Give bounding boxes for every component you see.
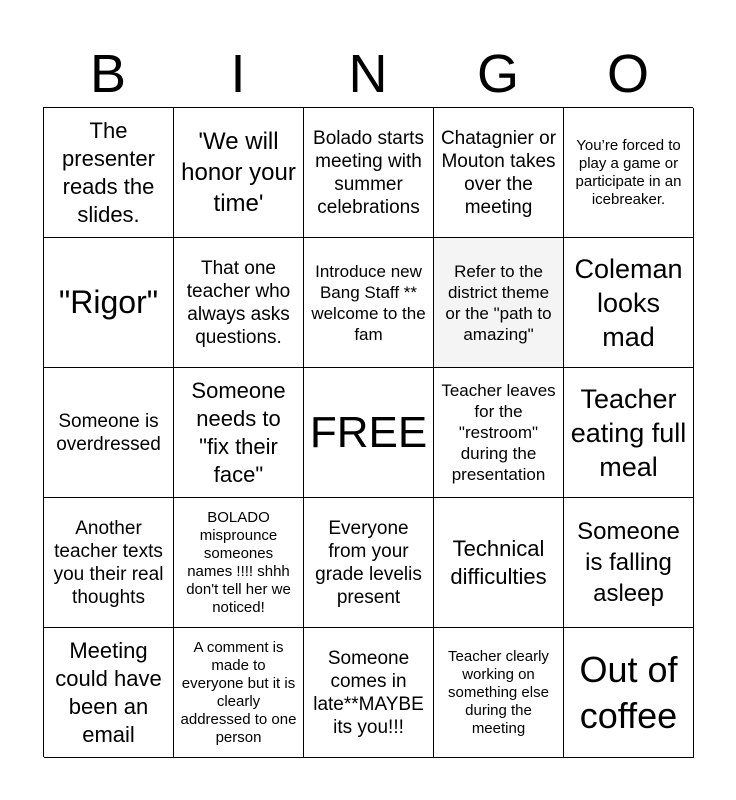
cell-text: Someone comes in late**MAYBE its you!!! [313, 647, 424, 738]
cell-text: "Rigor" [58, 284, 159, 320]
header-letter-o: O [606, 44, 649, 104]
bingo-cell-r2-c3[interactable] [304, 238, 434, 368]
bingo-cell-r2-c1[interactable] [44, 238, 174, 368]
cell-text: Everyone from your grade levelis present [315, 517, 422, 608]
cell-text: Refer to the district theme or the "path to amazing" [445, 261, 552, 344]
cell-text: Bolado starts meeting with summer celebrations [313, 127, 424, 218]
bingo-cell-r1-c5[interactable] [564, 108, 694, 238]
cell-text: Technical difficulties [450, 535, 547, 589]
cell-text: Out of coffee [579, 648, 678, 736]
bingo-cell-r3-c4[interactable] [434, 368, 564, 498]
bingo-cell-r4-c3[interactable] [304, 498, 434, 628]
cell-text: BOLADO misprounce someones names !!!! shhh don't tell her we noticed! [186, 508, 291, 616]
cell-text: Coleman looks mad [574, 253, 683, 352]
bingo-cell-r5-c4[interactable] [434, 628, 564, 758]
bingo-cell-r4-c1[interactable] [44, 498, 174, 628]
cell-text: That one teacher who always asks questions. [186, 257, 291, 348]
cell-text: Someone is falling asleep [577, 518, 680, 607]
cell-text: Meeting could have been an email [55, 637, 162, 747]
bingo-cell-r4-c5[interactable] [564, 498, 694, 628]
cell-text: Teacher eating full meal [570, 383, 687, 482]
header-letter-g: G [476, 44, 519, 104]
bingo-cell-r2-c5[interactable] [564, 238, 694, 368]
cell-text: Teacher clearly working on something else during the meeting [448, 647, 549, 737]
cell-text: 'We will honor your time' [181, 128, 296, 217]
bingo-cell-r4-c2[interactable] [174, 498, 304, 628]
cell-text: Introduce new Bang Staff ** welcome to the fam [311, 261, 426, 344]
bingo-cell-r3-c2[interactable] [174, 368, 304, 498]
cell-text: FREE [309, 407, 428, 457]
bingo-header [43, 40, 693, 108]
bingo-cell-r5-c5[interactable] [564, 628, 694, 758]
cell-text: The presenter reads the slides. [62, 117, 155, 227]
header-letter-b: B [89, 44, 127, 104]
cell-text: Another teacher texts you their real thoughts [53, 517, 164, 608]
bingo-cell-r1-c3[interactable] [304, 108, 434, 238]
cell-text: Chatagnier or Mouton takes over the meeting [440, 127, 557, 218]
bingo-cell-r4-c4[interactable] [434, 498, 564, 628]
bingo-cell-r3-c5[interactable] [564, 368, 694, 498]
header-letter-i: I [230, 44, 246, 104]
cell-text: Someone needs to "fix their face" [191, 377, 286, 487]
bingo-cell-r1-c2[interactable] [174, 108, 304, 238]
bingo-cell-r5-c2[interactable] [174, 628, 304, 758]
cell-text: You’re forced to play a game or participate in an icebreaker. [575, 136, 682, 208]
bingo-cell-r1-c1[interactable] [44, 108, 174, 238]
bingo-board [43, 107, 693, 757]
bingo-cell-r3-c1[interactable] [44, 368, 174, 498]
cell-text: Someone is overdressed [56, 410, 161, 455]
cell-text: A comment is made to everyone but it is clearly addressed to one person [180, 638, 297, 746]
cell-text: Teacher leaves for the "restroom" during the presentation [441, 381, 556, 484]
header-letter-n: N [348, 44, 388, 104]
bingo-cell-r1-c4[interactable] [434, 108, 564, 238]
bingo-cell-r2-c2[interactable] [174, 238, 304, 368]
bingo-cell-r2-c4[interactable] [434, 238, 564, 368]
bingo-cell-r5-c3[interactable] [304, 628, 434, 758]
bingo-cell-free[interactable] [304, 368, 434, 498]
bingo-cell-r5-c1[interactable] [44, 628, 174, 758]
